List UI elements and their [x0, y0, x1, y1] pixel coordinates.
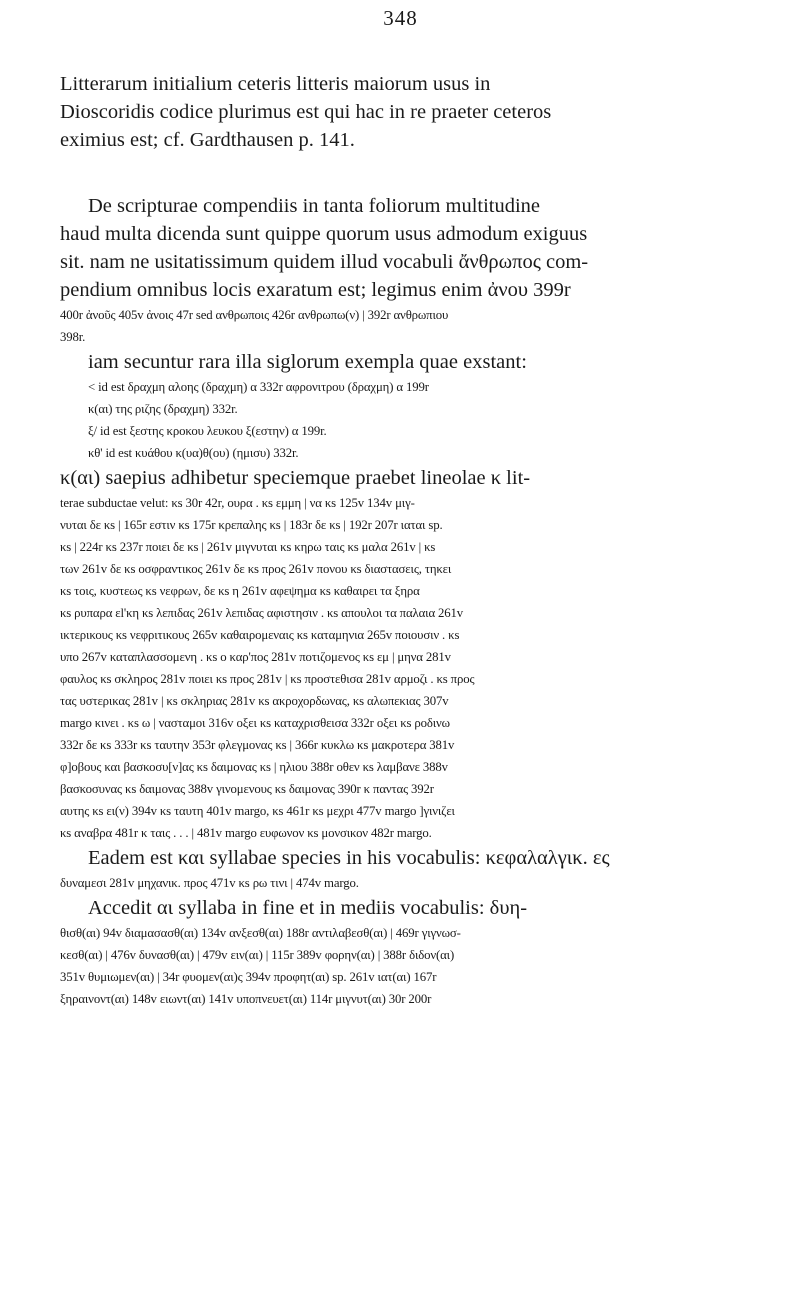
- text-line: 351v θυμιωμεν(αι) | 34r φυομεν(αι)ς 394v προφητ(αι) sp. 261v ιατ(αι) 167r: [60, 970, 437, 984]
- text-line: sit. nam ne usitatissimum quidem illud vocabuli ἄνθρωπος com-: [60, 251, 589, 273]
- text-line: < id est δραχμη αλοης (δραχμη) α 332r αφρονιτρου (δραχμη) α 199r: [88, 380, 429, 394]
- text-line: terae subductae velut: κs 30r 42r, ουρα . κs εμμη | να κs 125v 134v μιγ-: [60, 496, 415, 510]
- text-line: αυτης κs ει(ν) 394v κs ταυτη 401v margo, κs 461r κs μεχρι 477v margo ]γινιζει: [60, 804, 455, 818]
- paragraph-initial-letters: [0, 70, 801, 154]
- text-line: φαυλος κs σκληρος 281v ποιει κs προς 281v | κs προστεθισα 281v αρμοζι . κs προς: [60, 672, 475, 686]
- text-line: κεσθ(αι) | 476v δυνασθ(αι) | 479v ειν(αι) | 115r 389v φορην(αι) | 388r διδον(αι): [60, 948, 455, 962]
- text-line: pendium omnibus locis exaratum est; legimus enim ἀνου 399r: [60, 279, 571, 301]
- text-line: margo κινει . κs ω | νασταμοι 316v οξει κs καταχρισθεισα 332r οξει κs ροδινω: [60, 716, 450, 730]
- text-line: κs ρυπαρα εl'κη κs λεπιδας 261v λεπιδας αφιστησιν . κs απουλοι τα παλαια 261v: [60, 606, 464, 620]
- text-line: iam secuntur rara illa siglorum exempla quae exstant:: [88, 351, 527, 373]
- text-line: eximius est; cf. Gardthausen p. 141.: [60, 129, 355, 151]
- paragraph-compendia: [0, 192, 801, 1010]
- text-line: κs | 224r κs 237r ποιει δε κs | 261v μιγνυται κs κηρω ταις κs μαλα 261v | κs: [60, 540, 436, 554]
- text-line: φ]οβους και βασκοσυ[ν]ας κs δαιμονας κs | ηλιου 388r οθεν κs λαμβανε 388v: [60, 760, 448, 774]
- text-line: ξ/ id est ξεστης κροκου λευκου ξ(εστην) α 199r.: [88, 424, 327, 438]
- text-line: κ(αι) της ριζης (δραχμη) 332r.: [88, 402, 238, 416]
- text-line: ξηραινοντ(αι) 148v ειωντ(αι) 141v υποπνευετ(αι) 114r μιγνυτ(αι) 30r 200r: [60, 992, 432, 1006]
- text-line: δυναμεσι 281v μηχανικ. προς 471v κs ρω τινι | 474v margo.: [60, 876, 359, 890]
- text-line: Accedit αι syllaba in fine et in mediis vocabulis: δυη-: [88, 897, 528, 919]
- text-line: 332r δε κs 333r κs ταυτην 353r φλεγμονας κs | 366r κυκλω κs μακροτερα 381v: [60, 738, 455, 752]
- text-line: κs τοις, κυστεως κs νεφρων, δε κs η 261v αφεψημα κs καθαιρει τα ξηρα: [60, 584, 420, 598]
- text-line: Litterarum initialium ceteris litteris maiorum usus in: [60, 73, 491, 95]
- text-line: κs αναβρα 481r κ ταις . . . | 481v margo ευφωνον κs μονσικον 482r margo.: [60, 826, 432, 840]
- text-line: haud multa dicenda sunt quippe quorum usus admodum exiguus: [60, 223, 588, 245]
- text-line: 400r ἀνοῦς 405v ἀνοις 47r sed ανθρωποις 426r ανθρωπω(ν) | 392r ανθρωπιου: [60, 308, 449, 322]
- text-line: κθ' id est κυάθου κ(υα)θ(ου) (ημισυ) 332r.: [88, 446, 299, 460]
- text-line: νυται δε κs | 165r εστιν κs 175r κρεπαλης κs | 183r δε κs | 192r 207r ιαται sp.: [60, 518, 443, 532]
- text-line: Eadem est και syllabae species in his vocabulis: κεφαλαλγικ. ες: [88, 847, 610, 869]
- text-line: ικτερικους κs νεφριτικους 265v καθαιρομεναις κs καταμηνια 265v ποιουσιν . κs: [60, 628, 460, 642]
- text-line: βασκοσυνας κs δαιμονας 388v γινομενους κs δαιμονας 390r κ παντας 392r: [60, 782, 434, 796]
- text-line: κ(αι) saepius adhibetur speciemque praebet lineolae κ lit-: [60, 467, 531, 489]
- text-line: Dioscoridis codice plurimus est qui hac in re praeter ceteros: [60, 101, 552, 123]
- text-line: 398r.: [60, 330, 86, 344]
- page-number: 348: [383, 6, 418, 30]
- text-line: θισθ(αι) 94v διαμασασθ(αι) 134v ανξεσθ(αι) 188r αντιλαβεσθ(αι) | 469r γιγνωσ-: [60, 926, 461, 940]
- text-line: De scripturae compendiis in tanta foliorum multitudine: [88, 195, 541, 217]
- text-line: των 261v δε κs οσφραντικος 261v δε κs προς 261v πονου κs διαστασεις, τηκει: [60, 562, 452, 576]
- text-line: υπο 267v καταπλασσομενη . κs ο καρ'πος 281v ποτιζομενος κs εμ | μηνα 281v: [60, 650, 451, 664]
- text-line: τας υστερικας 281v | κs σκληριας 281v κs ακροχορδωνας, κs αλωπεκιας 307v: [60, 694, 449, 708]
